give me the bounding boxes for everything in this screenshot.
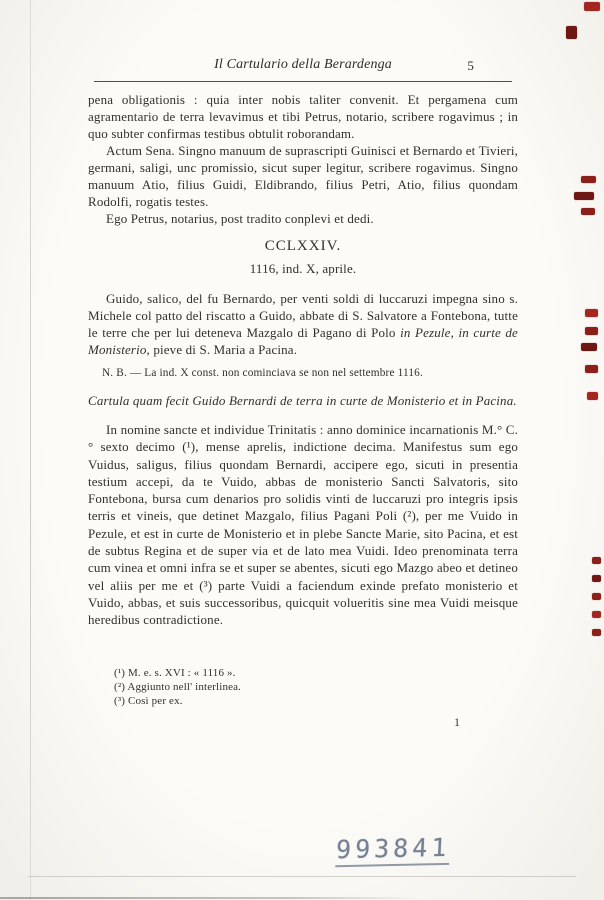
charter-body-text: In nomine sancte et individue Trinitatis : anno dominice incarnationis M.° C.° sexto decimo (¹), mense aprelis, indictione decima. Manifestus sum ego Vuidus, saligus, filius quondam Bernardi, accipere ego, sicuti in presentia testium accepi, da te Vuido, abbas de monisterio Sancti Salvatoris, sito Fontebona, bursa cum denarios pro solidis vinti de luccaruzi pro integris ipsis terris et vineis, que detinet Mazgalo, filius Pagani Poli (²), per me Vuido in Pezule, et est in curte de Monisterio et in plebe Sancte Marie, sito Pacina, et est de subtus Regina et de super via et de lato mea Vuidi. Ideo prenominata terra cum vinea et omni infra se et super se abentes, sicuti ego Mazgo abeo et detineo vel aliis per me et (³) parte Vuidi a faciendum exinde prefato monisterio et Vuido, abbas, et suis successoribus, quicquit volueritis sine mea Vuidi meisque heredibus contradictione. bbox=[88, 422, 518, 628]
footnotes-block bbox=[114, 666, 518, 708]
charter-date-heading: 1116, ind. X, aprile. bbox=[249, 261, 357, 276]
ink-mark bbox=[584, 2, 600, 11]
footnote-2: (²) Aggiunto nell' interlinea. bbox=[114, 680, 242, 693]
paragraph-actum: Actum Sena. Singno manuum de suprascripti Guinisci et Bernardo et Tivieri, germani, saligi, unc promissio, sicut super legitur, scribere rogavimus. Singno manuum Atio, filius Guidi, Eldibrando, filius Petri, Atio, filius quondam Rodolfi, rogatis testes. bbox=[88, 143, 518, 209]
header-rule bbox=[94, 81, 512, 82]
ink-mark bbox=[581, 176, 596, 183]
footnote-1: (¹) M. e. s. XVI : « 1116 ». bbox=[114, 666, 236, 679]
folio-number: 1 bbox=[454, 716, 460, 729]
ink-mark bbox=[585, 309, 598, 317]
nota-bene: N. B. — La ind. X const. non cominciava se non nel settembre 1116. bbox=[102, 367, 423, 379]
ink-mark bbox=[592, 575, 601, 582]
ink-mark bbox=[566, 26, 577, 39]
running-header bbox=[88, 56, 518, 76]
scan-edge-line bbox=[28, 876, 576, 877]
ink-mark bbox=[592, 593, 601, 600]
accession-number-stamp: 993841 bbox=[335, 833, 451, 867]
running-header-title: Il Cartulario della Berardenga bbox=[214, 57, 392, 72]
summary-text: pieve di S. Maria a Pacina. bbox=[149, 342, 298, 357]
scan-edge-line bbox=[30, 0, 31, 900]
ink-mark bbox=[592, 629, 601, 636]
summary-place-names-italic: in Pezule, in curte de Monisterio, bbox=[88, 325, 518, 357]
ink-mark bbox=[592, 611, 601, 618]
page-text-block bbox=[88, 56, 518, 732]
ink-mark bbox=[592, 557, 601, 564]
charter-summary bbox=[88, 290, 518, 358]
ink-mark bbox=[585, 365, 598, 373]
ink-mark bbox=[574, 192, 594, 200]
footnote-3: (³) Così per ex. bbox=[114, 694, 183, 707]
paragraph-ego: Ego Petrus, notarius, post tradito conplevi et dedi. bbox=[106, 211, 374, 226]
charter-rubric: Cartula quam fecit Guido Bernardi de terra in curte de Monisterio et in Pacina. bbox=[88, 393, 517, 408]
summary-text: Guido, salico, del fu Bernardo, per venti soldi di luccaruzi impegna sino s. Michele col patto del riscatto a Guido, abbate di S. Salvatore a Fontebona, tutte le terre che per lui deteneva Mazgalo di Pagano di Polo bbox=[88, 291, 518, 340]
ink-mark bbox=[585, 327, 598, 335]
ink-mark bbox=[581, 343, 597, 351]
page-number: 5 bbox=[467, 58, 474, 73]
scan-edge-shadow bbox=[0, 897, 420, 899]
charter-number-heading: CCLXXIV. bbox=[264, 238, 342, 254]
paragraph-continuation: pena obligationis : quia inter nobis taliter convenit. Et pergamena cum agramentario de terra levavimus et tibi Petrus, notario, scribere rogavimus ; in quo subter confirmas testibus obtulit roborandam. bbox=[88, 92, 518, 141]
ink-mark bbox=[581, 208, 595, 215]
ink-mark bbox=[587, 392, 598, 400]
